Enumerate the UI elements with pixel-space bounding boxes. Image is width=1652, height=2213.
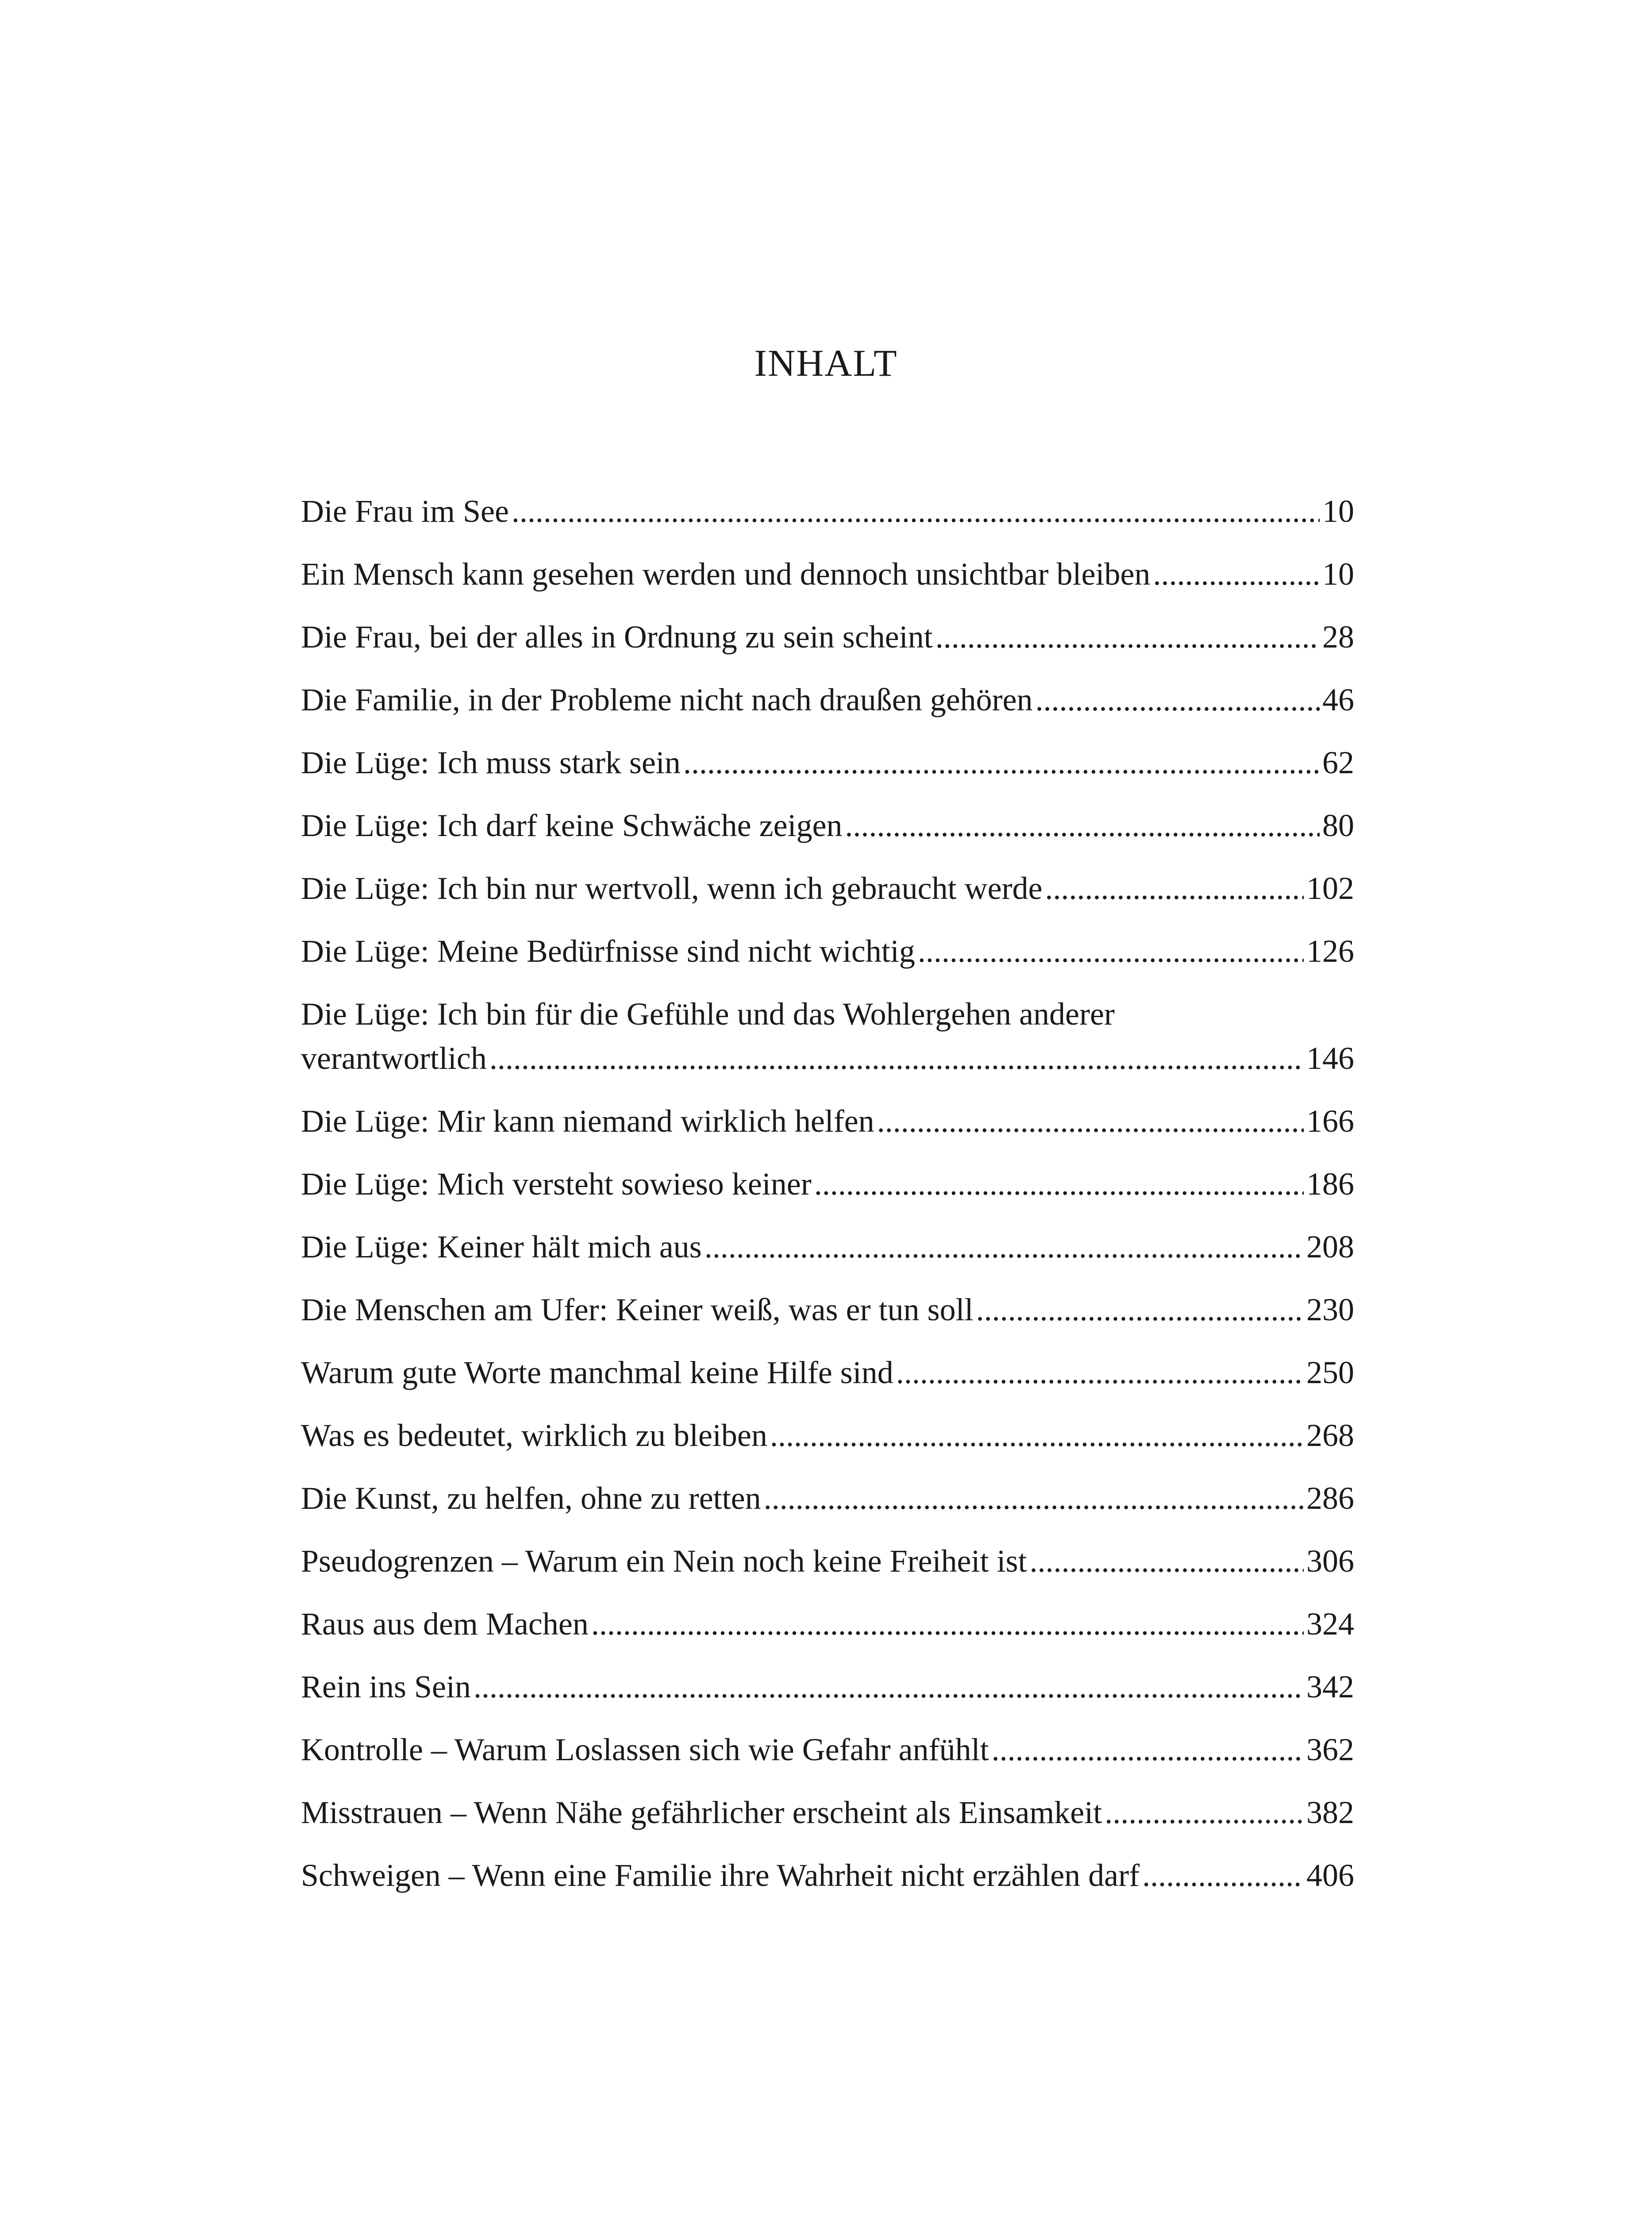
toc-entry xyxy=(301,1539,1354,1583)
toc-entry-page: 208 xyxy=(1306,1229,1354,1265)
dot-leader xyxy=(489,1036,1304,1080)
toc-entry xyxy=(301,1099,1354,1143)
toc-entry-title: Die Frau im See xyxy=(301,493,509,529)
dot-leader xyxy=(976,1288,1304,1332)
toc-entry-title: Die Lüge: Ich bin nur wertvoll, wenn ich gebraucht werde xyxy=(301,871,1043,906)
toc-entry xyxy=(301,929,1354,973)
toc-entry xyxy=(301,866,1354,910)
toc-entry-title: Die Lüge: Mich versteht sowieso keiner xyxy=(301,1166,812,1202)
dot-leader xyxy=(764,1476,1304,1520)
toc-entry-title: Die Lüge: Ich muss stark sein xyxy=(301,745,681,780)
toc-entry-title: Die Lüge: Ich bin für die Gefühle und das Wohlergehen anderer xyxy=(301,996,1115,1032)
dot-leader xyxy=(896,1350,1304,1395)
toc-entry-title: Die Lüge: Meine Bedürfnisse sind nicht wichtig xyxy=(301,933,915,969)
dot-leader xyxy=(814,1162,1304,1206)
toc-entry-title-continued: verantwortlich xyxy=(301,1041,487,1076)
toc-entry-page: 268 xyxy=(1306,1418,1354,1453)
dot-leader xyxy=(705,1225,1304,1269)
toc-entry xyxy=(301,1602,1354,1646)
toc-entry-page: 80 xyxy=(1322,808,1354,843)
dot-leader xyxy=(877,1099,1304,1143)
toc-entry-title: Schweigen – Wenn eine Familie ihre Wahrheit nicht erzählen darf xyxy=(301,1858,1140,1893)
toc-entry-page: 28 xyxy=(1322,619,1354,655)
dot-leader xyxy=(474,1665,1304,1709)
toc-entry-page: 126 xyxy=(1306,933,1354,969)
toc-entry xyxy=(301,1853,1354,1897)
dot-leader xyxy=(1153,552,1320,596)
dot-leader xyxy=(591,1602,1304,1646)
toc-entry-title: Die Familie, in der Probleme nicht nach draußen gehören xyxy=(301,682,1033,717)
dot-leader xyxy=(1105,1790,1304,1835)
toc-entry-title: Warum gute Worte manchmal keine Hilfe sind xyxy=(301,1355,893,1390)
toc-entry-title: Die Kunst, zu helfen, ohne zu retten xyxy=(301,1480,761,1516)
toc-entry xyxy=(301,1665,1354,1709)
toc-entry xyxy=(301,1288,1354,1332)
toc-entry-title: Ein Mensch kann gesehen werden und dennoch unsichtbar bleiben xyxy=(301,556,1151,592)
toc-entry-title: Raus aus dem Machen xyxy=(301,1606,589,1642)
toc-entry-title: Pseudogrenzen – Warum ein Nein noch keine Freiheit ist xyxy=(301,1543,1027,1579)
toc-entry-continuation xyxy=(301,1036,1354,1080)
toc-entry xyxy=(301,803,1354,848)
dot-leader xyxy=(770,1413,1304,1457)
toc-entry-page: 166 xyxy=(1306,1103,1354,1139)
toc-entry-title: Die Menschen am Ufer: Keiner weiß, was er tun soll xyxy=(301,1292,974,1327)
dot-leader xyxy=(1029,1539,1304,1583)
table-of-contents xyxy=(301,489,1354,1916)
dot-leader xyxy=(918,929,1304,973)
toc-entry xyxy=(301,489,1354,533)
toc-entry xyxy=(301,1350,1354,1395)
toc-entry xyxy=(301,1413,1354,1457)
dot-leader xyxy=(936,615,1320,659)
toc-entry-page: 230 xyxy=(1306,1292,1354,1327)
dot-leader xyxy=(512,489,1320,533)
toc-entry-title: Die Lüge: Keiner hält mich aus xyxy=(301,1229,702,1265)
toc-entry xyxy=(301,992,1354,1080)
dot-leader xyxy=(991,1727,1304,1772)
toc-entry-page: 146 xyxy=(1306,1041,1354,1076)
dot-leader xyxy=(1035,678,1320,722)
toc-entry-title: Misstrauen – Wenn Nähe gefährlicher erscheint als Einsamkeit xyxy=(301,1795,1102,1830)
toc-entry-title: Die Frau, bei der alles in Ordnung zu sein scheint xyxy=(301,619,933,655)
dot-leader xyxy=(1142,1853,1304,1897)
toc-entry-page: 10 xyxy=(1322,493,1354,529)
toc-entry xyxy=(301,1727,1354,1772)
toc-entry-title: Die Lüge: Mir kann niemand wirklich helfen xyxy=(301,1103,874,1139)
dot-leader xyxy=(1045,866,1304,910)
toc-entry xyxy=(301,1476,1354,1520)
toc-entry-title: Kontrolle – Warum Loslassen sich wie Gefahr anfühlt xyxy=(301,1732,989,1767)
toc-entry xyxy=(301,1225,1354,1269)
toc-entry-page: 46 xyxy=(1322,682,1354,717)
page-title: INHALT xyxy=(754,342,898,384)
dot-leader xyxy=(683,740,1320,785)
toc-entry-page: 286 xyxy=(1306,1480,1354,1516)
toc-entry xyxy=(301,678,1354,722)
toc-entry xyxy=(301,740,1354,785)
toc-entry xyxy=(301,1790,1354,1835)
toc-entry-page: 306 xyxy=(1306,1543,1354,1579)
dot-leader xyxy=(845,803,1320,848)
toc-entry-title: Rein ins Sein xyxy=(301,1669,471,1704)
toc-entry-page: 324 xyxy=(1306,1606,1354,1642)
toc-entry xyxy=(301,1162,1354,1206)
toc-entry-page: 362 xyxy=(1306,1732,1354,1767)
toc-entry-page: 186 xyxy=(1306,1166,1354,1202)
toc-entry-page: 10 xyxy=(1322,556,1354,592)
toc-entry xyxy=(301,615,1354,659)
toc-entry-page: 342 xyxy=(1306,1669,1354,1704)
toc-entry-page: 406 xyxy=(1306,1858,1354,1893)
toc-entry-page: 102 xyxy=(1306,871,1354,906)
toc-entry-page: 382 xyxy=(1306,1795,1354,1830)
toc-entry xyxy=(301,552,1354,596)
toc-entry-page: 250 xyxy=(1306,1355,1354,1390)
toc-entry-page: 62 xyxy=(1322,745,1354,780)
toc-entry-title: Die Lüge: Ich darf keine Schwäche zeigen xyxy=(301,808,843,843)
toc-entry-title: Was es bedeutet, wirklich zu bleiben xyxy=(301,1418,767,1453)
